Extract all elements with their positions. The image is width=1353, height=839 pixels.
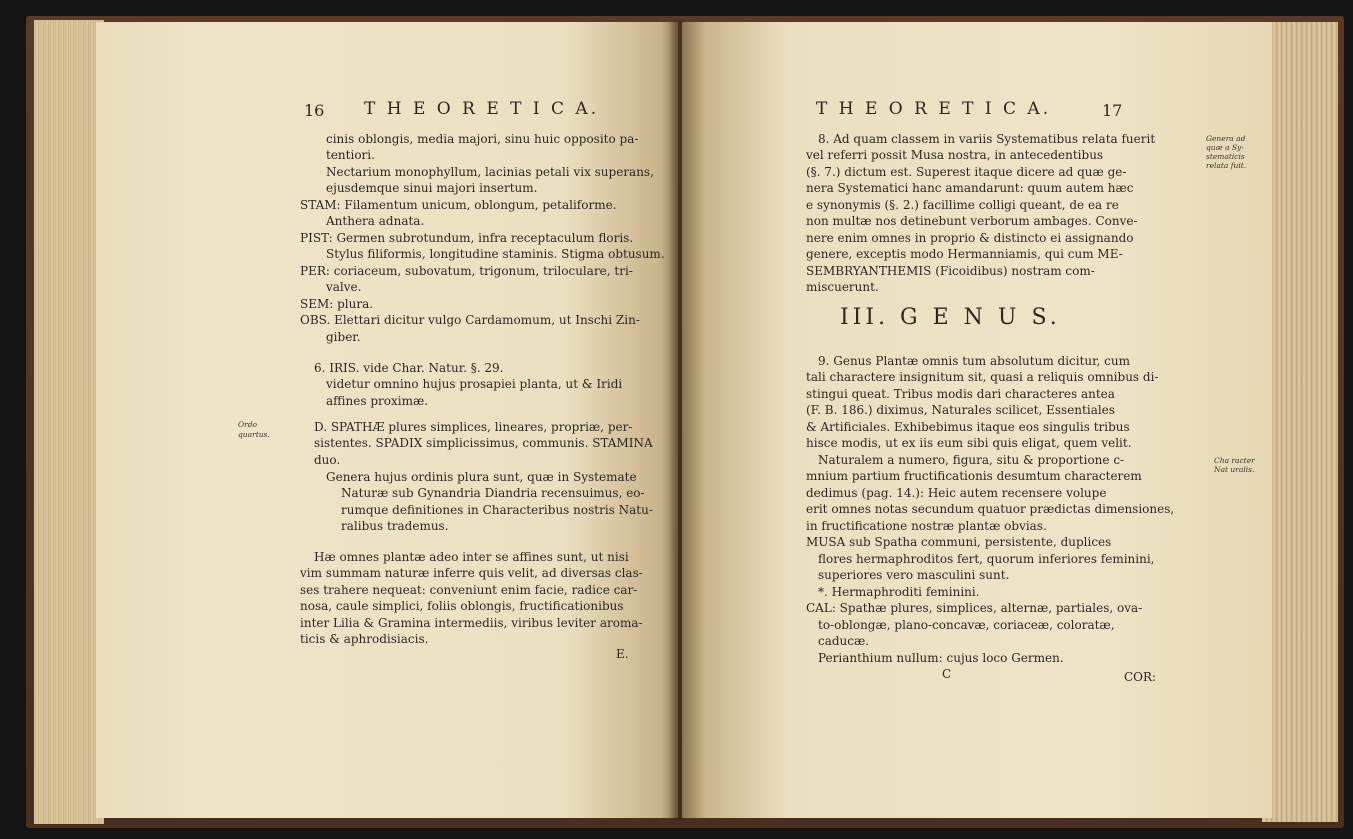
text-line: 9. Genus Plantæ omnis tum absolutum dicitur, cum	[818, 354, 1131, 368]
text-line: 8. Ad quam classem in variis Systematibus relata fuerit	[818, 132, 1156, 146]
left-page	[96, 22, 678, 818]
margin-note-line: Cha racter	[1214, 456, 1255, 465]
text-line: affines proximæ.	[326, 394, 429, 408]
text-line: cinis oblongis, media majori, sinu huic opposito pa-	[326, 132, 639, 146]
text-line: D. SPATHÆ plures simplices, lineares, propriæ, per-	[314, 420, 633, 434]
text-line: superiores vero masculini sunt.	[818, 568, 1010, 582]
text-line: ralibus trademus.	[341, 519, 449, 533]
text-line: genere, exceptis modo Hermanniamis, qui cum ME-	[806, 247, 1123, 261]
text-line: Genera hujus ordinis plura sunt, quæ in Systemate	[326, 470, 637, 484]
text-line: sistentes. SPADIX simplicissimus, communis. STAMINA	[314, 436, 653, 450]
left-running-head: T H E O R E T I C A.	[364, 99, 600, 119]
text-line: miscuerunt.	[806, 280, 879, 294]
text-line: inter Lilia & Gramina intermediis, viribus leviter aroma-	[300, 616, 643, 630]
text-line: Hæ omnes plantæ adeo inter se affines sunt, ut nisi	[314, 550, 629, 564]
text-line: rumque definitiones in Characteribus nostris Natu-	[341, 503, 653, 517]
text-line: SEMBRYANTHEMIS (Ficoidibus) nostram com-	[806, 264, 1095, 278]
text-line: Perianthium nullum: cujus loco Germen.	[818, 651, 1064, 665]
right-page-edges	[1262, 22, 1338, 822]
text-line: hisce modis, ut ex iis eum sibi quis eligat, quem velit.	[806, 436, 1132, 450]
catchword: E.	[616, 647, 629, 661]
text-line: (F. B. 186.) diximus, Naturales scilicet, Essentiales	[806, 403, 1115, 417]
text-line: MUSA sub Spatha communi, persistente, duplices	[806, 535, 1112, 549]
text-line: OBS. Elettari dicitur vulgo Cardamomum, ut Inschi Zin-	[300, 313, 640, 327]
text-line: nosa, caule simplici, foliis oblongis, fructificationibus	[300, 599, 624, 613]
text-line: duo.	[314, 453, 341, 467]
text-line: *. Hermaphroditi feminini.	[818, 585, 980, 599]
text-line: stingui queat. Tribus modis dari characteres antea	[806, 387, 1115, 401]
text-line: tali charactere insignitum sit, quasi a reliquis omnibus di-	[806, 370, 1159, 384]
margin-note-line: Ordo	[238, 420, 258, 429]
text-line: vim summam naturæ inferre quis velit, ad diversas clas-	[300, 566, 643, 580]
text-line: to-oblongæ, plano-concavæ, coriaceæ, coloratæ,	[818, 618, 1115, 632]
text-line: in fructificatione nostræ plantæ obvias.	[806, 519, 1047, 533]
text-line: CAL: Spathæ plures, simplices, alternæ, partiales, ova-	[806, 601, 1143, 615]
text-line: Nectarium monophyllum, lacinias petali vix superans,	[326, 165, 654, 179]
right-running-head: T H E O R E T I C A.	[816, 99, 1052, 119]
text-line: mnium partium fructificationis desumtum characterem	[806, 469, 1142, 483]
signature-mark: C	[942, 667, 952, 681]
text-line: & Artificiales. Exhibebimus itaque eos singulis tribus	[806, 420, 1130, 434]
text-line: vel referri possit Musa nostra, in antecedentibus	[806, 148, 1104, 162]
text-line: nere enim omnes in proprio & distincto ei assignando	[806, 231, 1134, 245]
text-line: ticis & aphrodisiacis.	[300, 632, 429, 646]
text-line: flores hermaphroditos fert, quorum inferiores feminini,	[818, 552, 1155, 566]
text-line: SEM: plura.	[300, 297, 374, 311]
text-line: videtur omnino hujus prosapiei planta, ut & Iridi	[326, 377, 623, 391]
text-line: PER: coriaceum, subovatum, trigonum, triloculare, tri-	[300, 264, 633, 278]
right-page	[682, 22, 1272, 818]
left-page-edges	[34, 20, 104, 824]
margin-note-line: Genera ad	[1206, 134, 1246, 143]
text-line: Naturæ sub Gynandria Diandria recensuimus, eo-	[341, 486, 645, 500]
left-page-number: 16	[304, 101, 325, 120]
text-line: STAM: Filamentum unicum, oblongum, petaliforme.	[300, 198, 617, 212]
text-line: valve.	[326, 280, 362, 294]
text-line: PIST: Germen subrotundum, infra receptaculum floris.	[300, 231, 634, 245]
text-line: (§. 7.) dictum est. Superest itaque dicere ad quæ ge-	[806, 165, 1127, 179]
right-page-number: 17	[1102, 101, 1123, 120]
margin-note-line: quartus.	[238, 430, 270, 439]
text-line: 6. IRIS. vide Char. Natur. §. 29.	[314, 361, 504, 375]
text-line: ses trahere nequeat: conveniunt enim facie, radice car-	[300, 583, 638, 597]
margin-note-line: Nat uralis.	[1214, 465, 1255, 474]
text-line: e synonymis (§. 2.) facillime colligi queant, de ea re	[806, 198, 1119, 212]
margin-note-line: quæ a Sy-	[1206, 143, 1244, 152]
catchword: COR:	[1124, 670, 1157, 684]
text-line: ejusdemque sinui majori insertum.	[326, 181, 538, 195]
text-line: Anthera adnata.	[326, 214, 425, 228]
text-line: Stylus filiformis, longitudine staminis. Stigma obtusum.	[326, 247, 665, 261]
section-title: III. G E N U S.	[840, 305, 1061, 330]
margin-note-line: relata fuit.	[1206, 161, 1247, 170]
text-line: dedimus (pag. 14.): Heic autem recensere volupe	[806, 486, 1107, 500]
text-line: nera Systematici hanc amandarunt: quum autem hæc	[806, 181, 1134, 195]
text-line: caducæ.	[818, 634, 870, 648]
text-line: tentiori.	[326, 148, 375, 162]
text-line: non multæ nos detinebunt verborum ambages. Conve-	[806, 214, 1138, 228]
margin-note-line: stematicis	[1206, 152, 1245, 161]
text-line: erit omnes notas secundum quatuor prædictas dimensiones,	[806, 502, 1175, 516]
text-line: Naturalem a numero, figura, situ & proportione c-	[818, 453, 1125, 467]
text-line: giber.	[326, 330, 361, 344]
